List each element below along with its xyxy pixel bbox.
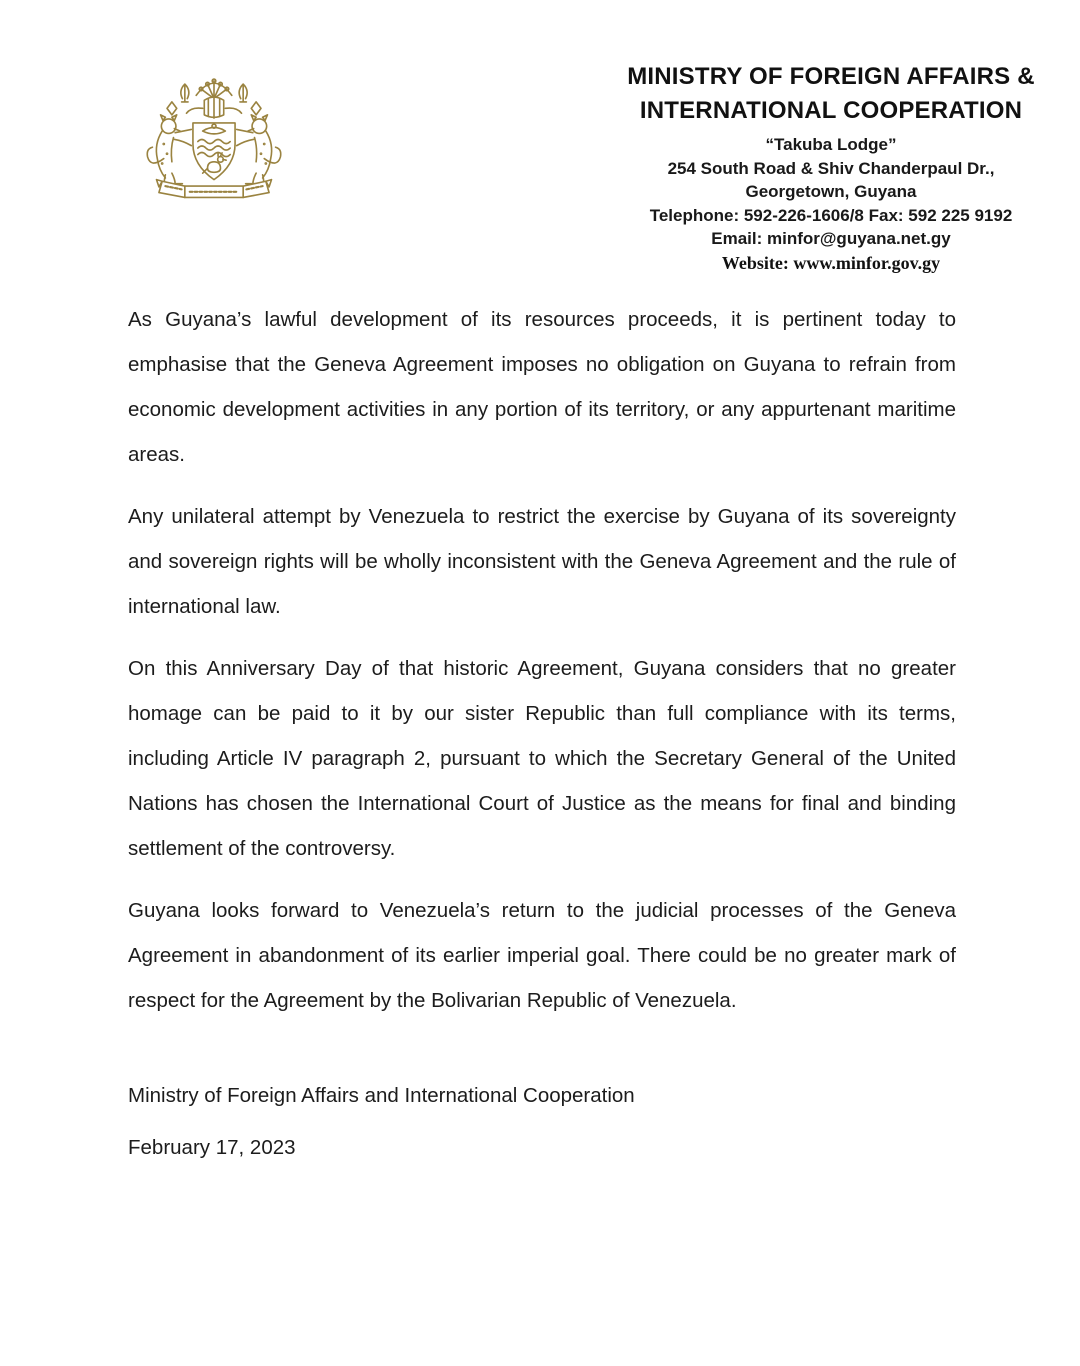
ministry-name-line-1: MINISTRY OF FOREIGN AFFAIRS & bbox=[627, 63, 1035, 90]
signature-organization: Ministry of Foreign Affairs and International Cooperation bbox=[128, 1084, 635, 1107]
motto-scroll-figure bbox=[156, 180, 271, 198]
website-line: Website: www.minfor.gov.gy bbox=[721, 252, 941, 273]
street-address: 254 South Road & Shiv Chanderpaul Dr., bbox=[667, 158, 995, 178]
guyana-coat-of-arms-logo bbox=[133, 58, 295, 230]
letterhead-text-block bbox=[605, 60, 1057, 275]
coat-of-arms-icon bbox=[133, 58, 295, 230]
email-line: Email: minfor@guyana.net.gy bbox=[711, 229, 951, 248]
ministry-name-line-2: INTERNATIONAL COOPERATION bbox=[639, 97, 1023, 124]
diamond-left-figure bbox=[167, 102, 177, 115]
jaguar-right-figure bbox=[237, 115, 281, 185]
telephone-fax-line: Telephone: 592-226-1606/8 Fax: 592 225 9192 bbox=[649, 205, 1013, 225]
letter-date: February 17, 2023 bbox=[128, 1136, 296, 1159]
lodge-name: “Takuba Lodge” bbox=[765, 135, 897, 154]
body-paragraph-1: As Guyana’s lawful development of its resources proceeds, it is pertinent today to emphasise that the Geneva Agreement imposes no obligation on Guyana to refrain from economic development activities in any portion of its territory, or any appurtenant maritime areas. bbox=[128, 308, 956, 466]
helmet-figure bbox=[186, 97, 241, 118]
body-paragraph-2: Any unilateral attempt by Venezuela to restrict the exercise by Guyana of its sovereignty and sovereign rights will be wholly inconsistent with the Geneva Agreement and the rule of international law. bbox=[128, 505, 956, 618]
lily-right-figure bbox=[239, 84, 247, 102]
lily-left-figure bbox=[181, 84, 189, 102]
body-paragraph-4: Guyana looks forward to Venezuela’s return to the judicial processes of the Geneva Agreement in abandonment of its earlier imperial goal. There could be no greater mark of respect for the Agreement by the Bolivarian Republic of Venezuela. bbox=[128, 899, 956, 1012]
shield-figure bbox=[193, 123, 235, 180]
letter-body bbox=[128, 297, 956, 1170]
diamond-right-figure bbox=[251, 102, 261, 115]
jaguar-left-figure bbox=[147, 115, 191, 185]
city-country: Georgetown, Guyana bbox=[745, 182, 917, 201]
cacique-crown-figure bbox=[196, 79, 232, 99]
signature-block bbox=[128, 1073, 956, 1170]
body-paragraph-3: On this Anniversary Day of that historic Agreement, Guyana considers that no greater homage can be paid to it by our sister Republic than full compliance with its terms, including Article IV paragraph 2, pursuant to which the Secretary General of the United Nations has chosen the International Court of Justice as the means for final and binding settlement of the controversy. bbox=[128, 657, 956, 860]
